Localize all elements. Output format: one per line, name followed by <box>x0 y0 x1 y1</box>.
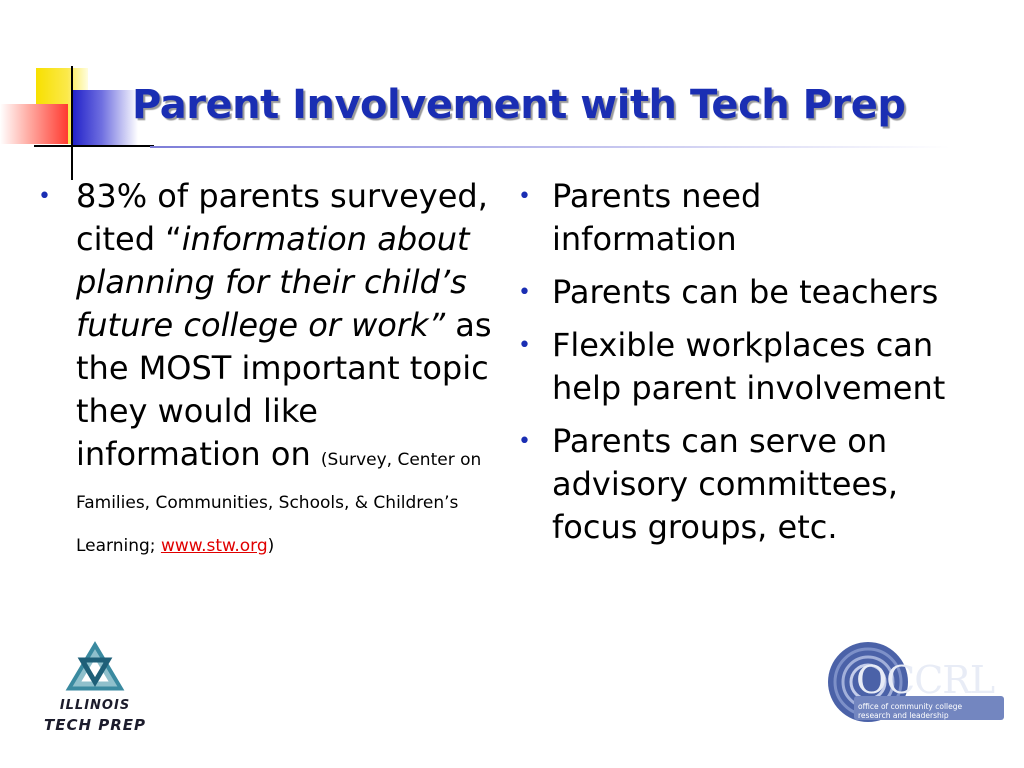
right-column <box>508 175 948 559</box>
logo-line-2: TECH PREP <box>43 716 147 734</box>
occrl-logo <box>826 640 1006 730</box>
list-item <box>508 420 948 549</box>
bullet-rest-text: as the MOST important topic they would like information on <box>76 306 492 473</box>
list-item <box>508 175 948 261</box>
list-item <box>508 324 948 410</box>
citation-close-text: ) <box>267 536 275 556</box>
bullet-text: Parents can serve on advisory committees, focus groups, etc. <box>552 422 898 546</box>
citation-link[interactable]: www.stw.org <box>160 536 268 556</box>
bullet-text: Parents need information <box>552 177 762 258</box>
bullet-quote-text: information about planning for their child’s future college or work” <box>76 220 470 344</box>
decorative-vertical-line <box>71 66 73 180</box>
decorative-blue-block <box>72 90 138 146</box>
slide-title: Parent Involvement with Tech Prep <box>132 82 906 128</box>
illinois-tech-prep-logo <box>40 640 150 740</box>
bullet-text: Flexible workplaces can help parent involvement <box>552 326 946 407</box>
list-item <box>30 175 500 562</box>
bullet-icon: • <box>518 184 531 209</box>
title-underline <box>150 146 950 148</box>
citation-open-text: (Survey, Center on Families, Communities, Schools, & Children’s Learning; <box>76 450 482 556</box>
list-item <box>508 271 948 314</box>
triangle-logo-icon <box>40 640 150 698</box>
bullet-icon: • <box>38 184 51 209</box>
occrl-subtitle-line-1: office of community college <box>858 702 963 711</box>
occrl-name: OCCRL <box>856 658 995 702</box>
occrl-subtitle-line-2: research and leadership <box>858 711 949 720</box>
bullet-text: Parents can be teachers <box>552 273 939 311</box>
left-column <box>30 175 500 572</box>
decorative-horizontal-line <box>34 145 154 147</box>
bullet-icon: • <box>518 333 531 358</box>
logo-line-1: ILLINOIS <box>59 698 131 713</box>
bullet-icon: • <box>518 280 531 305</box>
decorative-red-block <box>0 104 68 144</box>
bullet-intro-text: 83% of parents surveyed, cited “ <box>76 177 488 258</box>
occrl-subtitle <box>858 702 1008 720</box>
bullet-icon: • <box>518 429 531 454</box>
